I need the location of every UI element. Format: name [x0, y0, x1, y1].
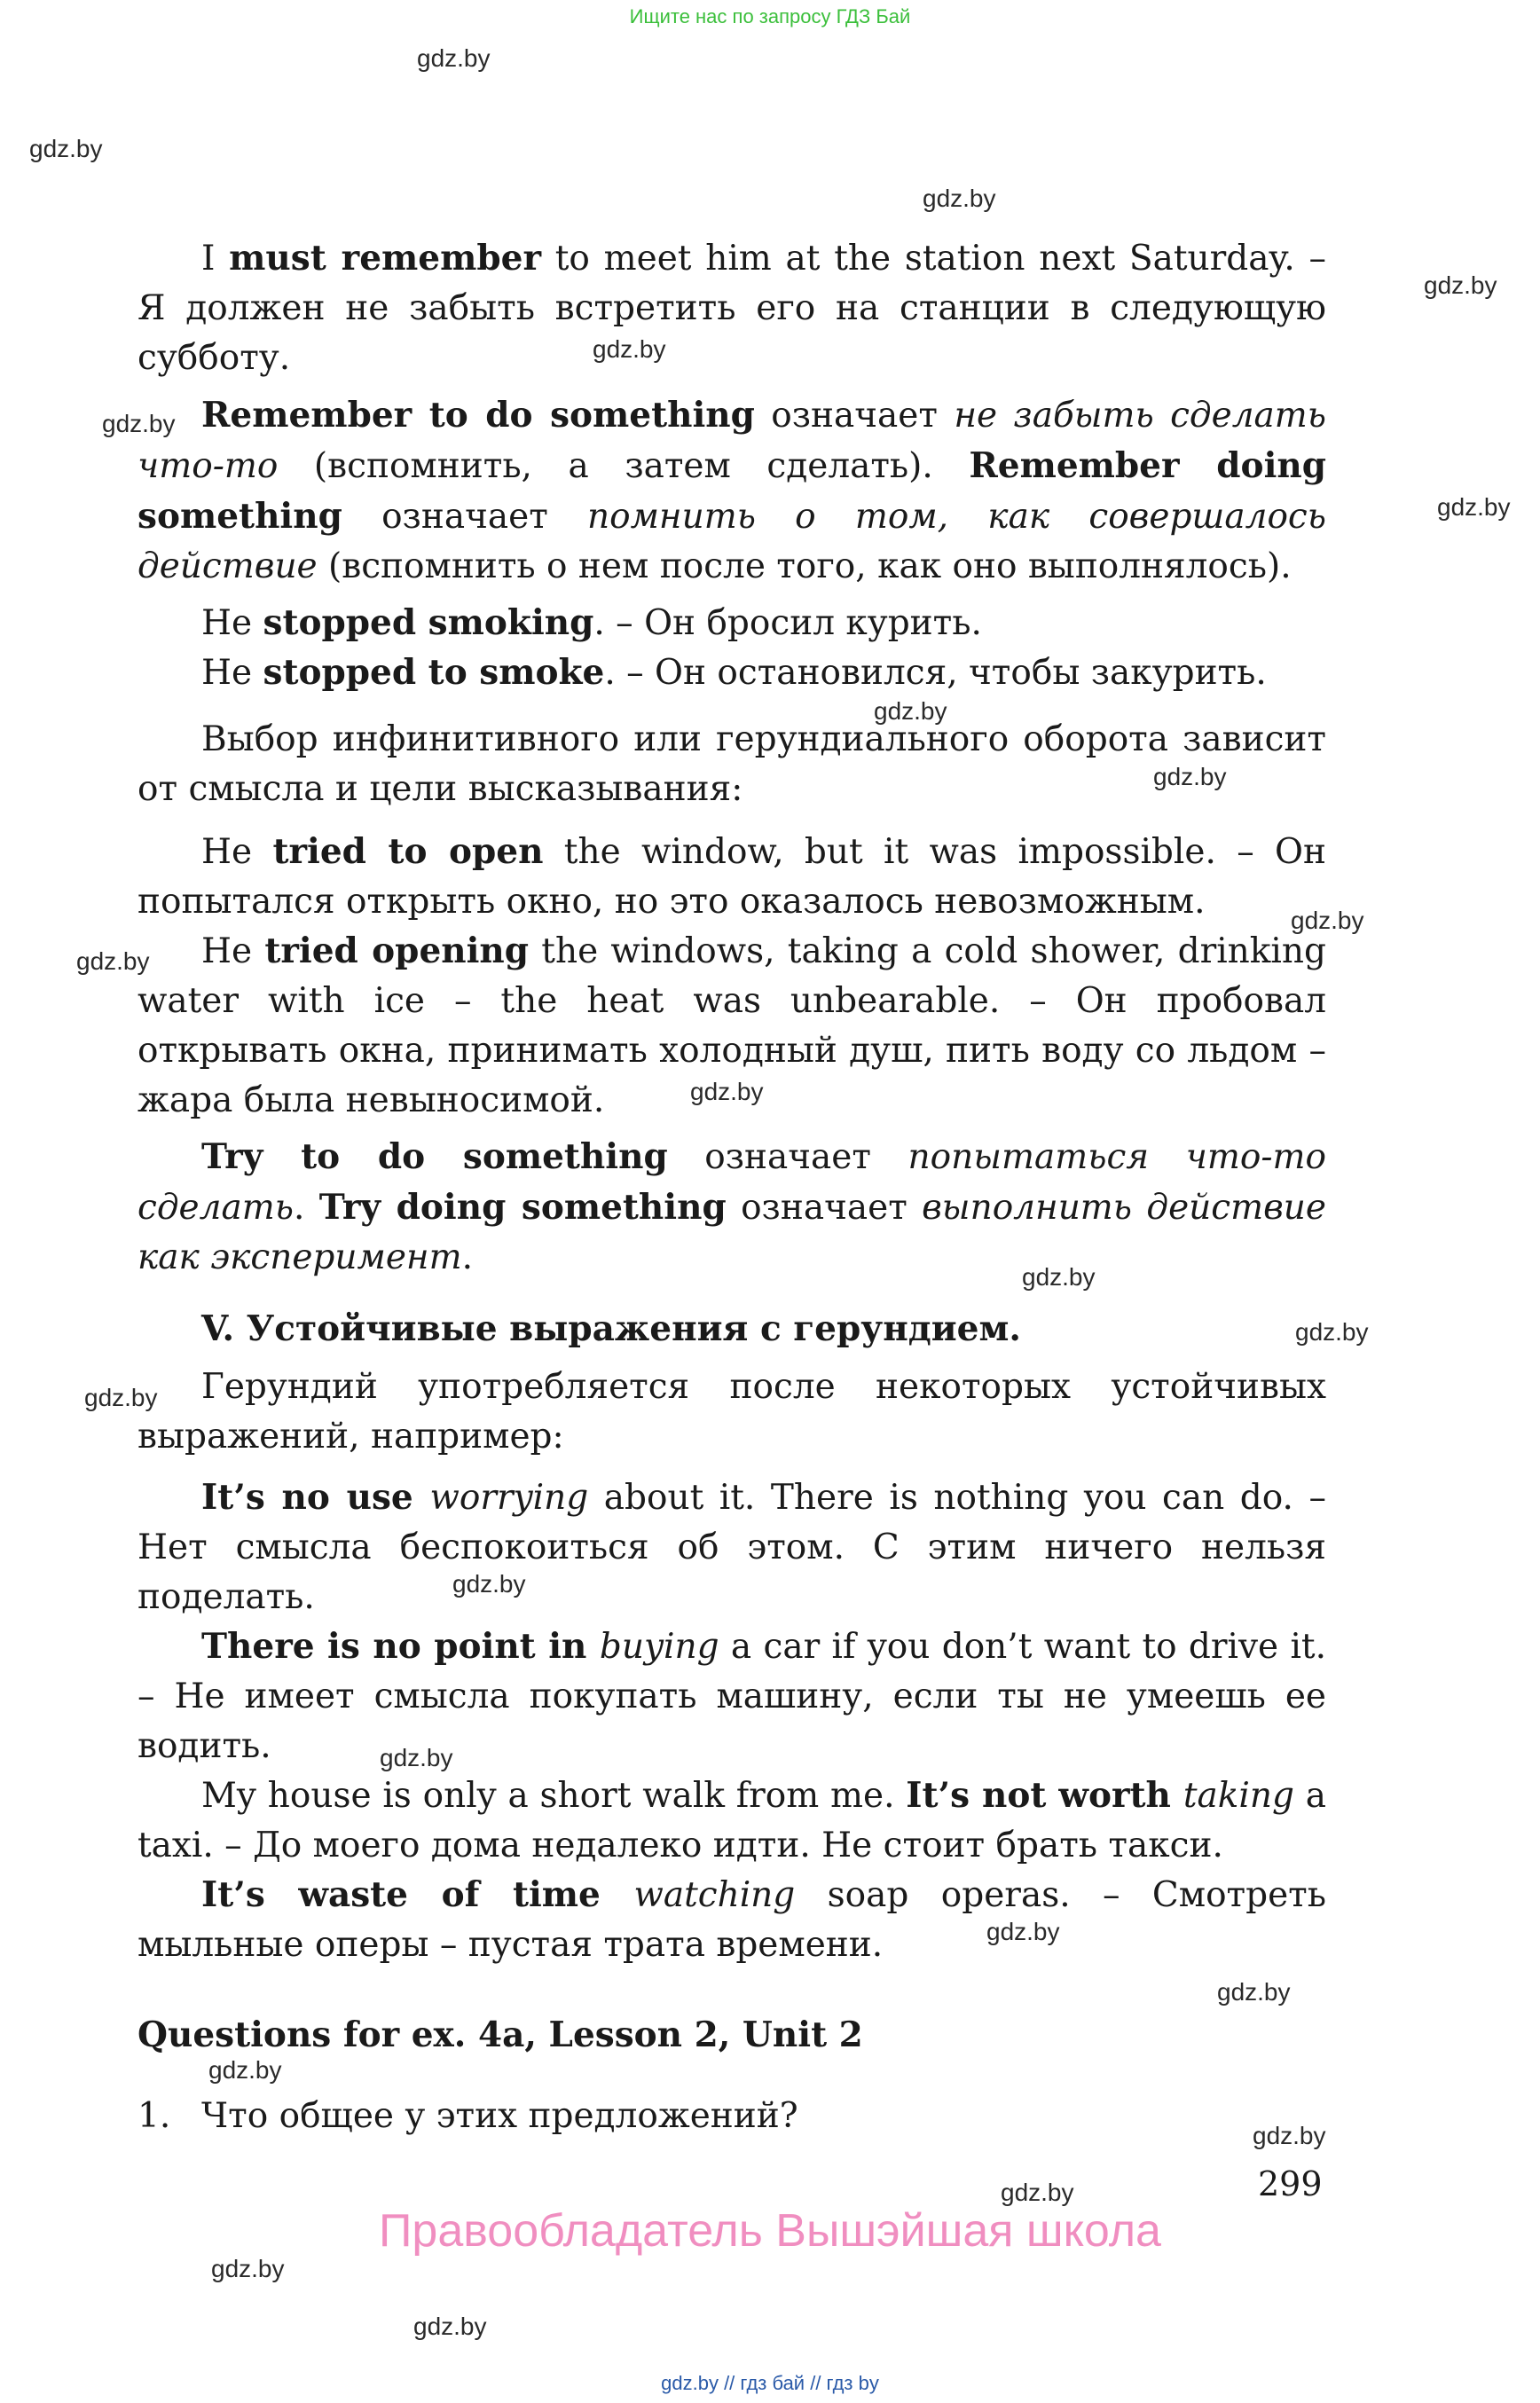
watermark: gdz.by — [1291, 907, 1364, 934]
paragraph-example-stopped-to-smoke: He stopped to smoke. – Он остановился, чтобы закурить. — [201, 652, 1267, 693]
paragraph-example-no-point: There is no point in buying a car if you don’t want to drive it. – Не имеет смысла покупать машину, если ты не умеешь ее водить. — [138, 1626, 1327, 1766]
watermark: gdz.by — [417, 44, 491, 72]
watermark: gdz.by — [84, 1384, 158, 1411]
paragraph-example-tried-to-open: He tried to open the window, but it was impossible. – Он попытался открыть окно, но это оказалось невозможным. — [138, 831, 1327, 922]
watermark: gdz.by — [452, 1570, 526, 1598]
question-number: 1. — [138, 2096, 171, 2136]
paragraph-example-waste-of-time: It’s waste of time watching soap operas. – Смотреть мыльные оперы – пустая трата времени. — [138, 1874, 1326, 1965]
paragraph-example-stopped-smoking: He stopped smoking. – Он бросил курить. — [201, 602, 982, 643]
watermark: gdz.by — [1153, 763, 1227, 790]
watermark: gdz.by — [29, 135, 103, 162]
watermark: gdz.by — [1253, 2122, 1326, 2149]
watermark: gdz.by — [1295, 1318, 1369, 1346]
watermark: gdz.by — [1217, 1978, 1291, 2006]
watermark: gdz.by — [986, 1918, 1060, 1945]
question-text: Что общее у этих предложений? — [201, 2096, 798, 2136]
watermark: gdz.by — [1437, 493, 1511, 521]
watermark: gdz.by — [380, 1744, 453, 1771]
watermark: gdz.by — [1022, 1263, 1096, 1291]
watermark: gdz.by — [1001, 2179, 1074, 2206]
paragraph-example-no-use: It’s no use worrying about it. There is nothing you can do. – Нет смысла беспокоиться об этом. С этим ничего нельзя поделать. — [138, 1477, 1326, 1617]
watermark: gdz.by — [593, 335, 666, 363]
watermark: gdz.by — [76, 947, 150, 975]
page-number: 299 — [1258, 2164, 1323, 2203]
watermark: gdz.by — [102, 410, 176, 437]
watermark: gdz.by — [211, 2255, 285, 2282]
search-hint-header: Ищите нас по запросу ГДЗ Бай — [629, 5, 911, 27]
paragraph-remember-rule: Remember to do something означает не забыть сделать что-то (вспомнить, а затем сделать). Remember doing something означает помнить о том, как совершалось действие (вспомнить о нем после того, как оно выполнялось). — [138, 395, 1327, 586]
watermark: gdz.by — [413, 2313, 487, 2340]
copyright-notice: Правообладатель Вышэйшая школа — [379, 2205, 1161, 2257]
footer-links[interactable]: gdz.by // гдз бай // гдз by — [661, 2372, 879, 2394]
watermark: gdz.by — [923, 185, 996, 212]
paragraph-example-must-remember: I must remember to meet him at the station next Saturday. – Я должен не забыть встретить его на станции в следующую субботу. — [138, 238, 1326, 378]
watermark: gdz.by — [874, 697, 947, 725]
questions-heading: Questions for ex. 4a, Lesson 2, Unit 2 — [138, 2014, 863, 2055]
paragraph-choice-note: Выбор инфинитивного или герундиального оборота зависит от смысла и цели высказывания: — [138, 719, 1326, 809]
question-item — [138, 2092, 1326, 2141]
watermark: gdz.by — [208, 2056, 282, 2084]
section-heading-gerund-expressions: V. Устойчивые выражения с герундием. — [201, 1308, 1021, 1349]
watermark: gdz.by — [690, 1078, 764, 1105]
paragraph-example-tried-opening: He tried opening the windows, taking a cold shower, drinking water with ice – the heat was unbearable. – Он пробовал открывать окна, принимать холодный душ, пить воду со льдом – жара была невыносимой. — [138, 931, 1326, 1120]
paragraph-gerund-intro: Герундий употребляется после некоторых устойчивых выражений, например: — [138, 1367, 1326, 1457]
paragraph-example-not-worth: My house is only a short walk from me. It’s not worth taking a taxi. – До моего дома недалеко идти. Не стоит брать такси. — [138, 1775, 1326, 1865]
paragraph-try-rule: Try to do something означает попытаться что-то сделать. Try doing something означает выполнить действие как эксперимент. — [138, 1136, 1327, 1277]
watermark: gdz.by — [1424, 271, 1497, 299]
